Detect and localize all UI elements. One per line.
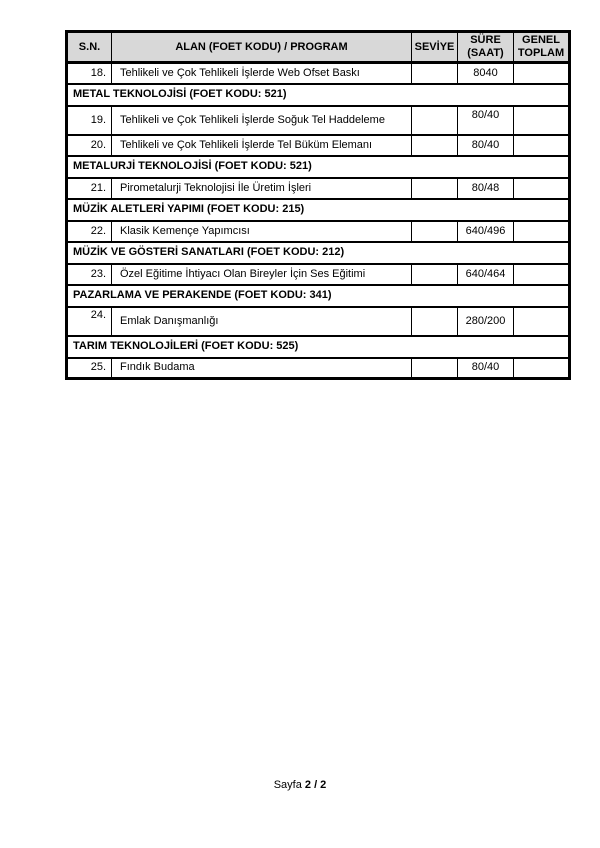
genel-cell bbox=[514, 358, 570, 379]
program-cell: Fındık Budama bbox=[112, 358, 412, 379]
sn-cell: 22. bbox=[67, 221, 112, 242]
table-header bbox=[67, 32, 570, 63]
seviye-cell bbox=[412, 358, 458, 379]
section-row bbox=[67, 156, 570, 178]
footer-label: Sayfa bbox=[273, 779, 302, 791]
program-cell: Emlak Danışmanlığı bbox=[112, 307, 412, 336]
header-sure-saat: SÜRE (SAAT) bbox=[458, 32, 514, 63]
genel-cell bbox=[514, 221, 570, 242]
table-row bbox=[67, 106, 570, 135]
table-row bbox=[67, 221, 570, 242]
sn-cell: 19. bbox=[67, 106, 112, 135]
program-cell: Tehlikeli ve Çok Tehlikeli İşlerde Web Ofset Baskı bbox=[112, 63, 412, 84]
sure-cell: 80/40 bbox=[458, 106, 514, 135]
section-row bbox=[67, 199, 570, 221]
section-title: MÜZİK VE GÖSTERİ SANATLARI (FOET KODU: 212) bbox=[67, 242, 570, 264]
sn-cell: 21. bbox=[67, 178, 112, 199]
table-row bbox=[67, 63, 570, 84]
seviye-cell bbox=[412, 135, 458, 156]
sn-cell: 25. bbox=[67, 358, 112, 379]
section-title: MÜZİK ALETLERİ YAPIMI (FOET KODU: 215) bbox=[67, 199, 570, 221]
seviye-cell bbox=[412, 264, 458, 285]
seviye-cell bbox=[412, 178, 458, 199]
sure-cell: 80/40 bbox=[458, 358, 514, 379]
section-row bbox=[67, 336, 570, 358]
header-alan-program: ALAN (FOET KODU) / PROGRAM bbox=[112, 32, 412, 63]
table-row bbox=[67, 178, 570, 199]
sure-cell: 280/200 bbox=[458, 307, 514, 336]
table-row bbox=[67, 264, 570, 285]
sure-cell: 640/464 bbox=[458, 264, 514, 285]
program-table bbox=[65, 30, 571, 380]
sure-cell: 80/40 bbox=[458, 135, 514, 156]
genel-cell bbox=[514, 63, 570, 84]
section-title: METAL TEKNOLOJİSİ (FOET KODU: 521) bbox=[67, 84, 570, 106]
table-row bbox=[67, 358, 570, 379]
program-cell: Özel Eğitime İhtiyacı Olan Bireyler İçin Ses Eğitimi bbox=[112, 264, 412, 285]
program-cell: Klasik Kemençe Yapımcısı bbox=[112, 221, 412, 242]
program-table-container bbox=[65, 30, 568, 380]
footer-page-number: 2 / 2 bbox=[304, 779, 327, 791]
section-row bbox=[67, 285, 570, 307]
sure-cell: 80/48 bbox=[458, 178, 514, 199]
sn-cell: 18. bbox=[67, 63, 112, 84]
header-sn: S.N. bbox=[67, 32, 112, 63]
section-title: PAZARLAMA VE PERAKENDE (FOET KODU: 341) bbox=[67, 285, 570, 307]
sn-cell: 23. bbox=[67, 264, 112, 285]
seviye-cell bbox=[412, 221, 458, 242]
genel-cell bbox=[514, 264, 570, 285]
program-cell: Tehlikeli ve Çok Tehlikeli İşlerde Soğuk Tel Haddeleme bbox=[112, 106, 412, 135]
table-row bbox=[67, 135, 570, 156]
seviye-cell bbox=[412, 106, 458, 135]
page-footer bbox=[0, 779, 600, 791]
section-title: TARIM TEKNOLOJİLERİ (FOET KODU: 525) bbox=[67, 336, 570, 358]
section-title: METALURJİ TEKNOLOJİSİ (FOET KODU: 521) bbox=[67, 156, 570, 178]
seviye-cell bbox=[412, 307, 458, 336]
genel-cell bbox=[514, 307, 570, 336]
seviye-cell bbox=[412, 63, 458, 84]
genel-cell bbox=[514, 106, 570, 135]
header-seviye: SEVİYE bbox=[412, 32, 458, 63]
table-body bbox=[67, 63, 570, 379]
program-cell: Tehlikeli ve Çok Tehlikeli İşlerde Tel Büküm Elemanı bbox=[112, 135, 412, 156]
sn-cell: 20. bbox=[67, 135, 112, 156]
sure-cell: 8040 bbox=[458, 63, 514, 84]
table-row bbox=[67, 307, 570, 336]
section-row bbox=[67, 242, 570, 264]
header-genel-toplam: GENEL TOPLAM bbox=[514, 32, 570, 63]
header-row bbox=[67, 32, 570, 63]
program-cell: Pirometalurji Teknolojisi İle Üretim İşleri bbox=[112, 178, 412, 199]
genel-cell bbox=[514, 178, 570, 199]
genel-cell bbox=[514, 135, 570, 156]
section-row bbox=[67, 84, 570, 106]
sure-cell: 640/496 bbox=[458, 221, 514, 242]
sn-cell: 24. bbox=[67, 307, 112, 336]
